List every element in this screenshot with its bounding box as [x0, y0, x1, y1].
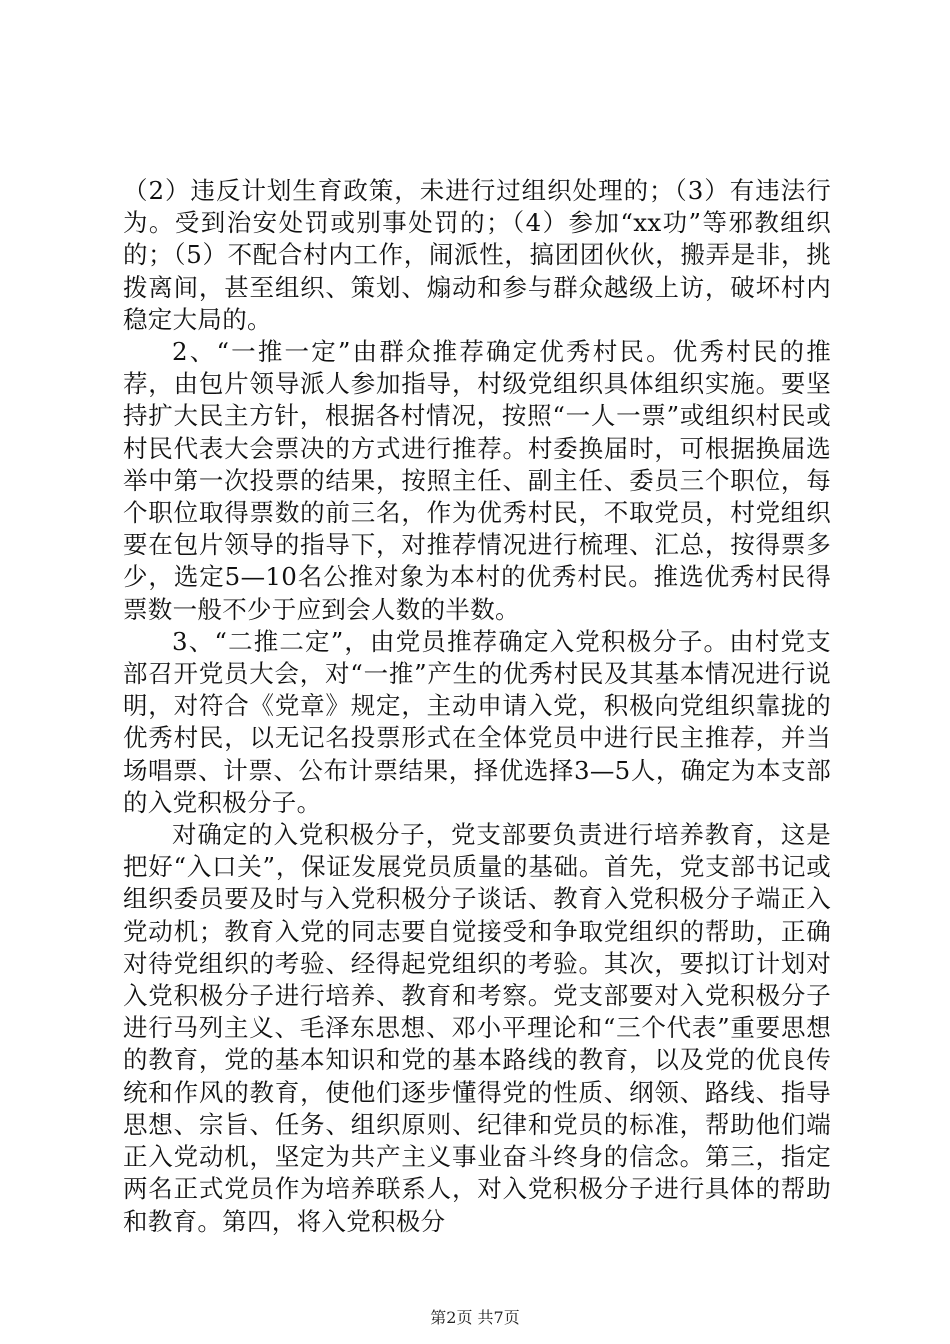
page-number-footer: 第2页 共7页: [430, 1308, 520, 1327]
paragraph-4: 对确定的入党积极分子，党支部要负责进行培养教育，这是把好“入口关”，保证发展党员质量的基础。首先，党支部书记或组织委员要及时与入党积极分子谈话、教育入党积极分子端正入党动机；教育入党的同志要自觉接受和争取党组织的帮助，正确对待党组织的考验、经得起党组织的考验。其次，要拟订计划对入党积极分子进行培养、教育和考察。党支部要对入党积极分子进行马列主义、毛泽东思想、邓小平理论和“三个代表”重要思想的教育，党的基本知识和党的基本路线的教育，以及党的优良传统和作风的教育，使他们逐步懂得党的性质、纲领、路线、指导思想、宗旨、任务、组织原则、纪律和党员的标准，帮助他们端正入党动机，坚定为共产主义事业奋斗终身的信念。第三，指定两名正式党员作为培养联系人，对入党积极分子进行具体的帮助和教育。第四，将入党积极分: [123, 820, 831, 1236]
paragraph-1: （2）违反计划生育政策，未进行过组织处理的；（3）有违法行为。受到治安处罚或别事处罚的；（4）参加“xx功”等邪教组织的；（5）不配合村内工作，闹派性，搞团团伙伙，搬弄是非，挑拨离间，甚至组织、策划、煽动和参与群众越级上访，破坏村内稳定大局的。: [123, 176, 831, 334]
paragraph-3: 3、“二推二定”，由党员推荐确定入党积极分子。由村党支部召开党员大会，对“一推”产生的优秀村民及其基本情况进行说明，对符合《党章》规定，主动申请入党，积极向党组织靠拢的优秀村民，以无记名投票形式在全体党员中进行民主推荐，并当场唱票、计票、公布计票结果，择优选择3—5人，确定为本支部的入党积极分子。: [123, 626, 831, 817]
document-body: [123, 175, 831, 1238]
paragraph-2: 2、“一推一定”由群众推荐确定优秀村民。优秀村民的推荐，由包片领导派人参加指导，村级党组织具体组织实施。要坚持扩大民主方针，根据各村情况，按照“一人一票”或组织村民或村民代表大会票决的方式进行推荐。村委换届时，可根据换届选举中第一次投票的结果，按照主任、副主任、委员三个职位，每个职位取得票数的前三名，作为优秀村民，不取党员，村党组织要在包片领导的指导下，对推荐情况进行梳理、汇总，按得票多少，选定5—10名公推对象为本村的优秀村民。推选优秀村民得票数一般不少于应到会人数的半数。: [123, 337, 831, 624]
